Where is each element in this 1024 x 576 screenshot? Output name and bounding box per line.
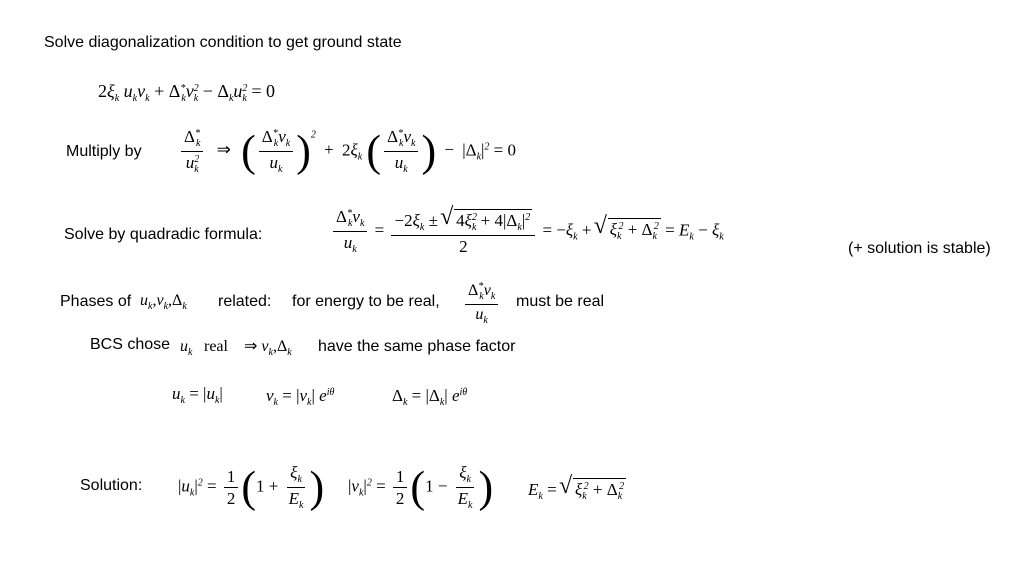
quadratic-equation: $\frac{\Delta^*_kv_k}{u_k}$ = $\frac{-2\xi_k \pm √ 4\xi^2_k + 4|\Delta_k|^2}{2}$ = $-\xi_k$ + √ $\xi_k^2 + \Delta_k^2 = E_k - \xi_k$ [330,206,724,257]
phases-related: related: [218,293,272,310]
multiply-label: Multiply by [66,143,142,160]
multiply-equation: $\frac{\Delta^*_k}{u^2_k}$ ⇒ ( $\frac{\Delta^*_kv_k}{u_k}$ )$^2 + 2\xi_k$ ( $\frac{\Delta^*_kv_k}{u_k}$ ) − $|\Delta_k|^2 = 0$ [178,126,516,177]
stable-note: (+ solution is stable) [848,240,991,257]
solution-label: Solution: [80,477,143,494]
phases-label: Phases of [60,293,132,310]
vk-definition: $v_k = |v_k|$ $e^{i\theta}$ [266,386,335,408]
bcs-real: real [204,338,228,355]
bcs-phase: have the same phase factor [318,338,516,355]
ek-solution: $E_k$ = √ $\xi_k^2 + \Delta_k^2$ [528,478,626,502]
heading: Solve diagonalization condition to get ground state [44,34,402,51]
uk-definition: $u_k = |u_k|$ [172,384,223,406]
bcs-label: BCS chose [90,336,171,353]
phases-energy: for energy to be real, [292,293,440,310]
vk-solution: $|v_k|^2$ = $\frac{1}{2}$ (1 − $\frac{\xi_k}{E_k}$ ) [348,462,494,512]
quadratic-label: Solve by quadradic formula: [64,226,263,243]
bcs-vars: ⇒ $v_k,\Delta_k$ [244,338,292,358]
phases-variables: $u_k,v_k,\Delta_k$ [140,292,187,312]
bcs-uk: $u_k$ [180,338,193,358]
uk-solution: $|u_k|^2$ = $\frac{1}{2}$ (1 + $\frac{\xi_k}{E_k}$ ) [178,462,325,512]
delta-definition: $\Delta_k = |\Delta_k|$ $e^{i\theta}$ [392,386,468,408]
phases-must: must be real [516,293,605,310]
phases-fraction: $\frac{\Delta^*_kv_k}{u_k}$ [462,280,501,328]
diagonalization-equation: $2\xi_k$ $u_kv_k + \Delta^*_kv^2_k - \Delta_ku^2_k = 0$ [98,81,276,104]
